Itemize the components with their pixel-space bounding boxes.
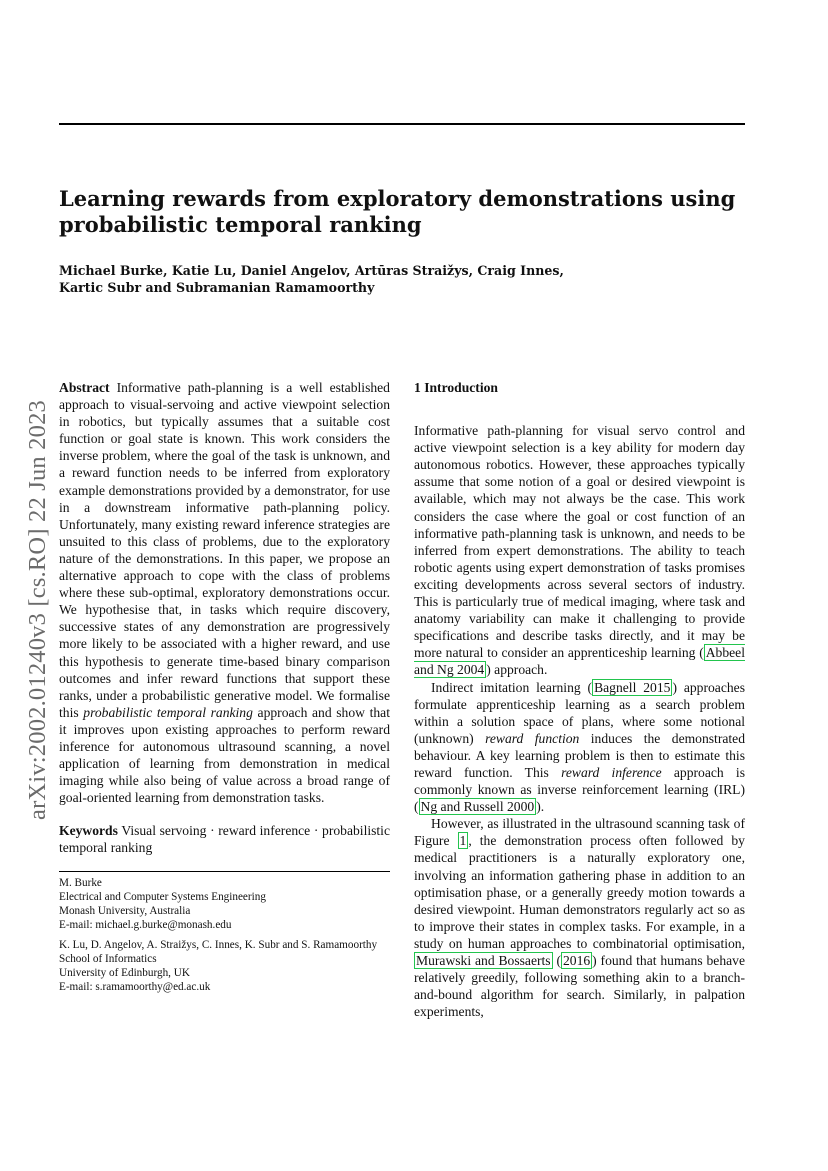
right-column [414,379,745,1020]
abstract [59,379,390,806]
title-line-1: Learning rewards from exploratory demonstrations using [59,186,736,211]
section-heading-introduction: 1 Introduction [414,380,498,395]
citation-link[interactable]: Bagnell 2015 [594,679,671,695]
citation-link[interactable]: Ng and Russell 2000 [420,799,535,815]
authors-line-2: Kartic Subr and Subramanian Ramamoorthy [59,280,375,295]
left-column [59,379,390,1000]
citation-link[interactable]: 2016 [562,953,591,968]
abstract-text-a: Informative path-planning is a well established approach to visual-servoing and active viewpoint selection in robotics, but typically assumes that a suitable cost function or goal state is known. This work considers the inverse problem, where the goal of the task is unknown, and a reward function needs to be inferred from exploratory example demonstrations provided by a demonstrator, for use in a downstream informative path-planning policy. Unfortunately, many existing reward inference strategies are unsuited to this class of problems, due to the exploratory nature of the demonstrations. In this paper, we propose an alternative approach to cope with the class of problems where these sub-optimal, exploratory demonstrations occur. We hypothesise that, in tasks which require discovery, successive states of any demonstration are progressively more likely to be associated with a higher reward, and use this hypothesis to generate time-based binary comparison outcomes and infer reward functions that support these ranks, under a probabilistic generative model. We formalise this [59,380,390,720]
intro-p3-c: ( [556,953,561,968]
intro-p2-e: ). [536,799,545,815]
title-line-2: probabilistic temporal ranking [59,212,422,237]
affiliation-1-dept: Electrical and Computer Systems Engineering [59,890,266,903]
intro-p1-text: Informative path-planning for visual servo control and active viewpoint selection is a key ability for modern day autonomous robotics. However, these approaches typically assume that some notion of a goal or desired viewpoint is available, which may not always be the case. This work considers the case where the goal or cost function of an informative path-planning task is unknown, and needs to be inferred from expert demonstrations. The ability to teach robotic agents using expert demonstration of tasks promises exciting developments across several sectors of industry. This is particularly true of medical imaging, where task and anatomy variability can make it challenging to provide specifications and describe tasks directly, and it may be more natural to consider an apprenticeship learning ( [414,423,745,661]
intro-p3-a: However, as illustrated in the ultrasound scanning task of Figure [414,816,745,849]
affiliation-1 [59,876,390,932]
keywords-label: Keywords [59,823,118,839]
intro-paragraph-3 [414,815,745,1020]
intro-p2-a: Indirect imitation learning ( [431,679,593,695]
abstract-text-b: approach and show that it improves upon existing approaches to perform reward inference for autonomous ultrasound scanning, a novel application of learning from demonstration in medical imaging while also being of value across a broad range of goal-oriented learning from demonstration tasks. [59,704,390,806]
keywords [59,822,390,856]
paper-title [59,186,749,238]
abstract-label: Abstract [59,380,110,395]
intro-p2-d: approach is commonly known as inverse reinforcement learning (IRL) ( [414,764,745,815]
intro-p2-emphasis-2: reward inference [561,764,662,780]
intro-p3-d: ) found that humans behave relatively greedily, following something akin to a branch-and-bound algorithm for search. Similarly, in palpation experiments, [414,953,745,1020]
intro-p2-c: induces the demonstrated behaviour. A key learning problem is then to estimate this reward function. This [414,730,745,780]
affiliation-rule [59,871,390,872]
citation-link[interactable]: Murawski and Bossaerts [416,953,551,968]
intro-paragraph-2 [414,679,745,816]
header-rule [59,123,745,125]
intro-p1-end: ) approach. [486,662,548,678]
affiliation-2-names: K. Lu, D. Angelov, A. Straižys, C. Innes, K. Subr and S. Ramamoorthy [59,938,378,951]
keywords-text: Visual servoing · reward inference · probabilistic temporal ranking [59,823,390,856]
abstract-text-emphasis: probabilistic temporal ranking [83,704,253,720]
affiliation-1-name: M. Burke [59,876,102,889]
affiliation-2-dept: School of Informatics [59,952,157,965]
affiliation-1-inst: Monash University, Australia [59,904,191,917]
figure-reference-link[interactable]: 1 [459,833,467,849]
intro-p3-b: , the demonstration process often followed by medical practitioners is a naturally exploratory one, involving an information gathering phase in addition to an optimisation phase, or a generally greedy motion towards a desired viewpoint. Human demonstrators regularly act so as to improve their states in complex tasks. For example, in a study on human approaches to combinatorial optimisation, [414,833,745,951]
affiliation-2-email: E-mail: s.ramamoorthy@ed.ac.uk [59,980,211,993]
affiliation-2-inst: University of Edinburgh, UK [59,966,190,979]
citation-link[interactable]: Abbeel and Ng 2004 [414,645,745,678]
intro-p2-emphasis-1: reward function [485,730,580,746]
affiliation-2 [59,938,390,994]
intro-p2-b: ) approaches formulate apprenticeship learning as a search problem within a solution space of plans, where some notional (unknown) [414,679,745,746]
author-list [59,262,679,296]
authors-line-1: Michael Burke, Katie Lu, Daniel Angelov, Artūras Straižys, Craig Innes, [59,263,564,278]
intro-paragraph-1 [414,422,745,678]
arxiv-stamp-text: arXiv:2002.01240v3 [cs.RO] 22 Jun 2023 [24,400,51,820]
affiliation-1-email: E-mail: michael.g.burke@monash.edu [59,918,232,931]
